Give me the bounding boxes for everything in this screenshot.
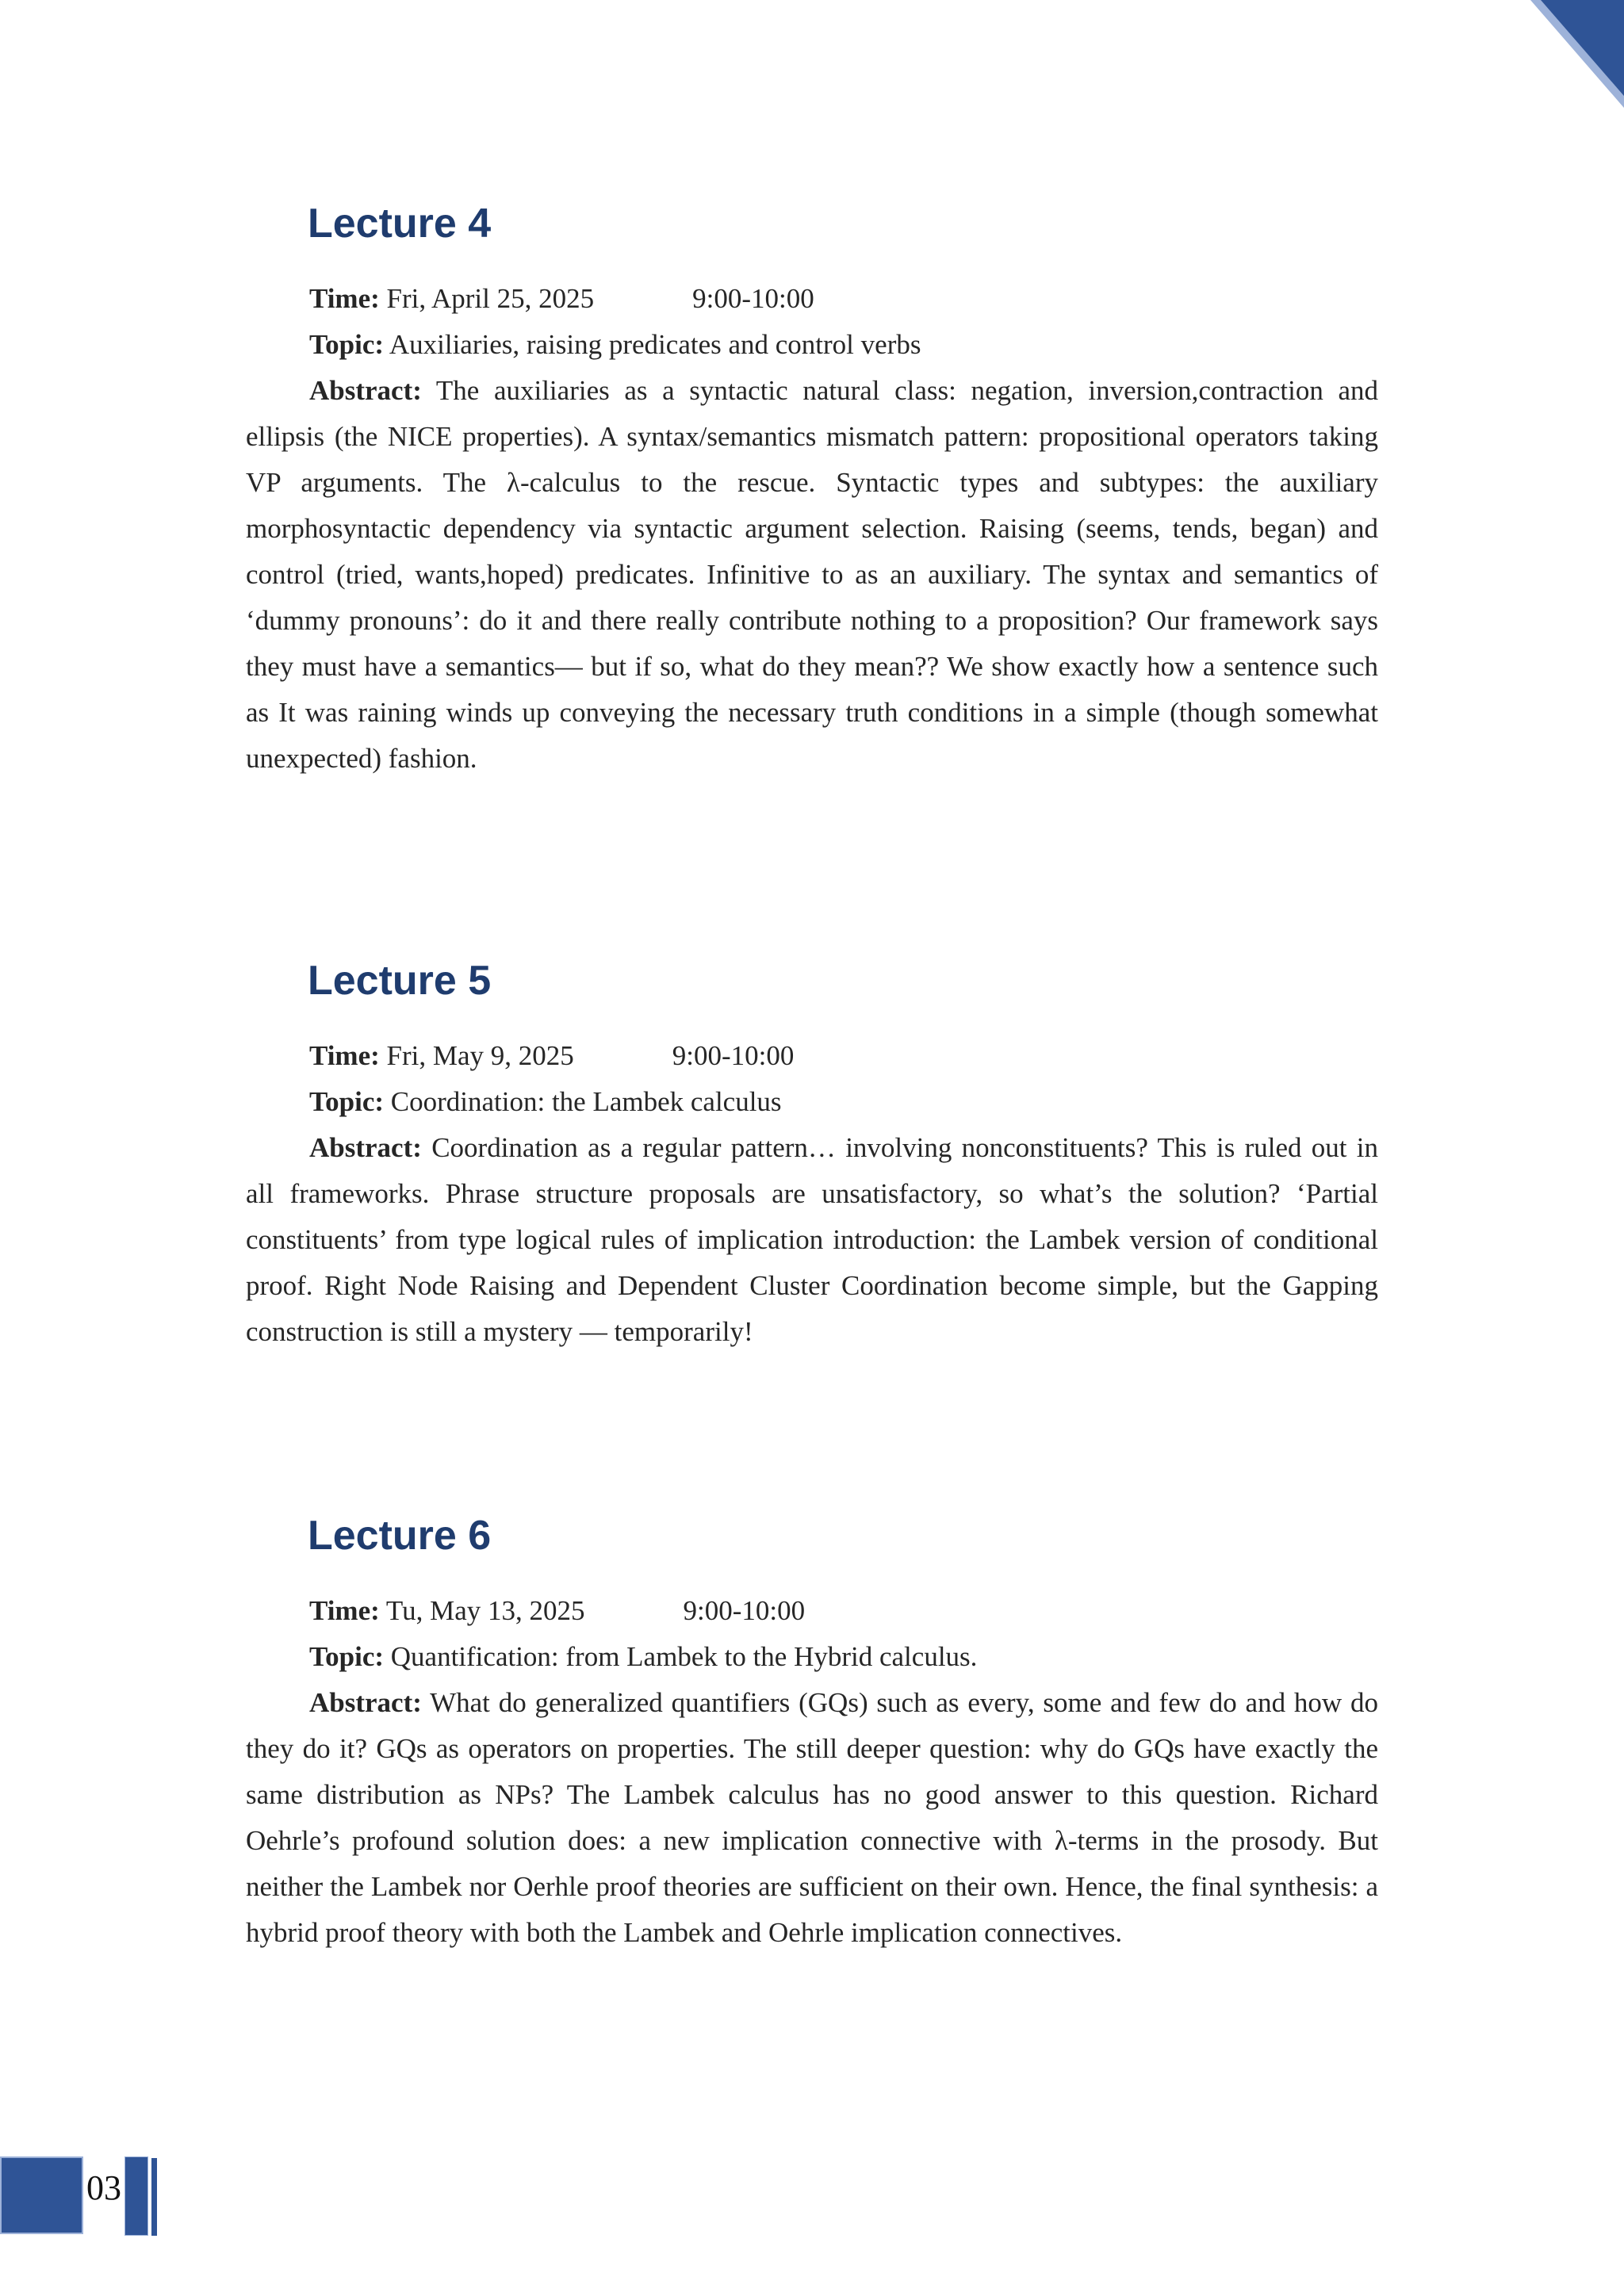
abstract-label: Abstract:	[309, 375, 422, 406]
abstract-label: Abstract:	[309, 1132, 422, 1163]
footer-accent-bar-thin	[151, 2158, 157, 2236]
abstract-text: The auxiliaries as a syntactic natural class: negation, inversion,contraction and ellipsis (the NICE properties). A syntax/semantics mismatch pattern: propositional operators taking VP arguments. The λ-calculus to the rescue. Syntactic types and subtypes: the auxiliary morphosyntactic dependency via syntactic argument selection. Raising (seems, tends, began) and control (tried, wants,hoped) predicates. Infinitive to as an auxiliary. The syntax and semantics of ‘dummy pronouns’: do it and there really contribute nothing to a proposition? Our framework says they must have a semantics— but if so, what do they mean?? We show exactly how a sentence such as It was raining winds up conveying the necessary truth conditions in a simple (though somewhat unexpected) fashion.	[246, 375, 1378, 774]
lecture-section-5	[246, 955, 1378, 1355]
lecture-4-topic-row	[246, 322, 1378, 368]
lecture-5-abstract	[246, 1125, 1378, 1355]
lecture-section-4	[246, 198, 1378, 782]
abstract-text: What do generalized quantifiers (GQs) such as every, some and few do and how do they do it? GQs as operators on properties. The still deeper question: why do GQs have exactly the same distribution as NPs? The Lambek calculus has no good answer to this question. Richard Oehrle’s profound solution does: a new implication connective with λ-terms in the prosody. But neither the Lambek nor Oerhle proof theories are sufficient on their own. Hence, the final synthesis: a hybrid proof theory with both the Lambek and Oehrle implication connectives.	[246, 1687, 1378, 1948]
lecture-4-abstract	[246, 368, 1378, 782]
topic-label: Topic:	[309, 1641, 385, 1672]
topic-label: Topic:	[309, 1086, 385, 1117]
time-hours-value: 9:00-10:00	[683, 1595, 806, 1626]
time-date-value: Fri, April 25, 2025	[386, 283, 595, 314]
lecture-4-title: Lecture 4	[308, 201, 492, 247]
time-hours-value: 9:00-10:00	[672, 1040, 795, 1071]
lecture-6-time-row	[246, 1588, 1378, 1634]
lecture-6-title: Lecture 6	[308, 1513, 492, 1559]
footer-accent-square	[0, 2156, 83, 2234]
page-number: 03	[86, 2168, 121, 2207]
time-label: Time:	[309, 283, 380, 314]
topic-value: Auxiliaries, raising predicates and control verbs	[389, 329, 921, 360]
lecture-5-topic-row	[246, 1079, 1378, 1125]
topic-value: Coordination: the Lambek calculus	[390, 1086, 782, 1117]
abstract-label: Abstract:	[309, 1687, 422, 1718]
time-date-value: Tu, May 13, 2025	[385, 1595, 585, 1626]
topic-value: Quantification: from Lambek to the Hybrid calculus.	[390, 1641, 978, 1672]
lecture-section-6	[246, 1510, 1378, 1956]
corner-ribbon-triangle	[1541, 0, 1624, 96]
time-label: Time:	[309, 1040, 380, 1071]
abstract-text: Coordination as a regular pattern… involving nonconstituents? This is ruled out in all frameworks. Phrase structure proposals are unsatisfactory, so what’s the solution? ‘Partial constituents’ from type logical rules of implication introduction: the Lambek version of conditional proof. Right Node Raising and Dependent Cluster Coordination become simple, but the Gapping construction is still a mystery — temporarily!	[246, 1132, 1379, 1347]
lecture-5-time-row	[246, 1033, 1378, 1079]
lecture-6-topic-row	[246, 1634, 1378, 1680]
lecture-6-abstract	[246, 1680, 1378, 1956]
lecture-4-time-row	[246, 276, 1378, 322]
time-hours-value: 9:00-10:00	[692, 283, 814, 314]
lecture-5-title: Lecture 5	[308, 958, 492, 1004]
topic-label: Topic:	[309, 329, 385, 360]
time-date-value: Fri, May 9, 2025	[386, 1040, 574, 1071]
footer-accent-bar-medium	[124, 2156, 148, 2236]
time-label: Time:	[309, 1595, 380, 1626]
